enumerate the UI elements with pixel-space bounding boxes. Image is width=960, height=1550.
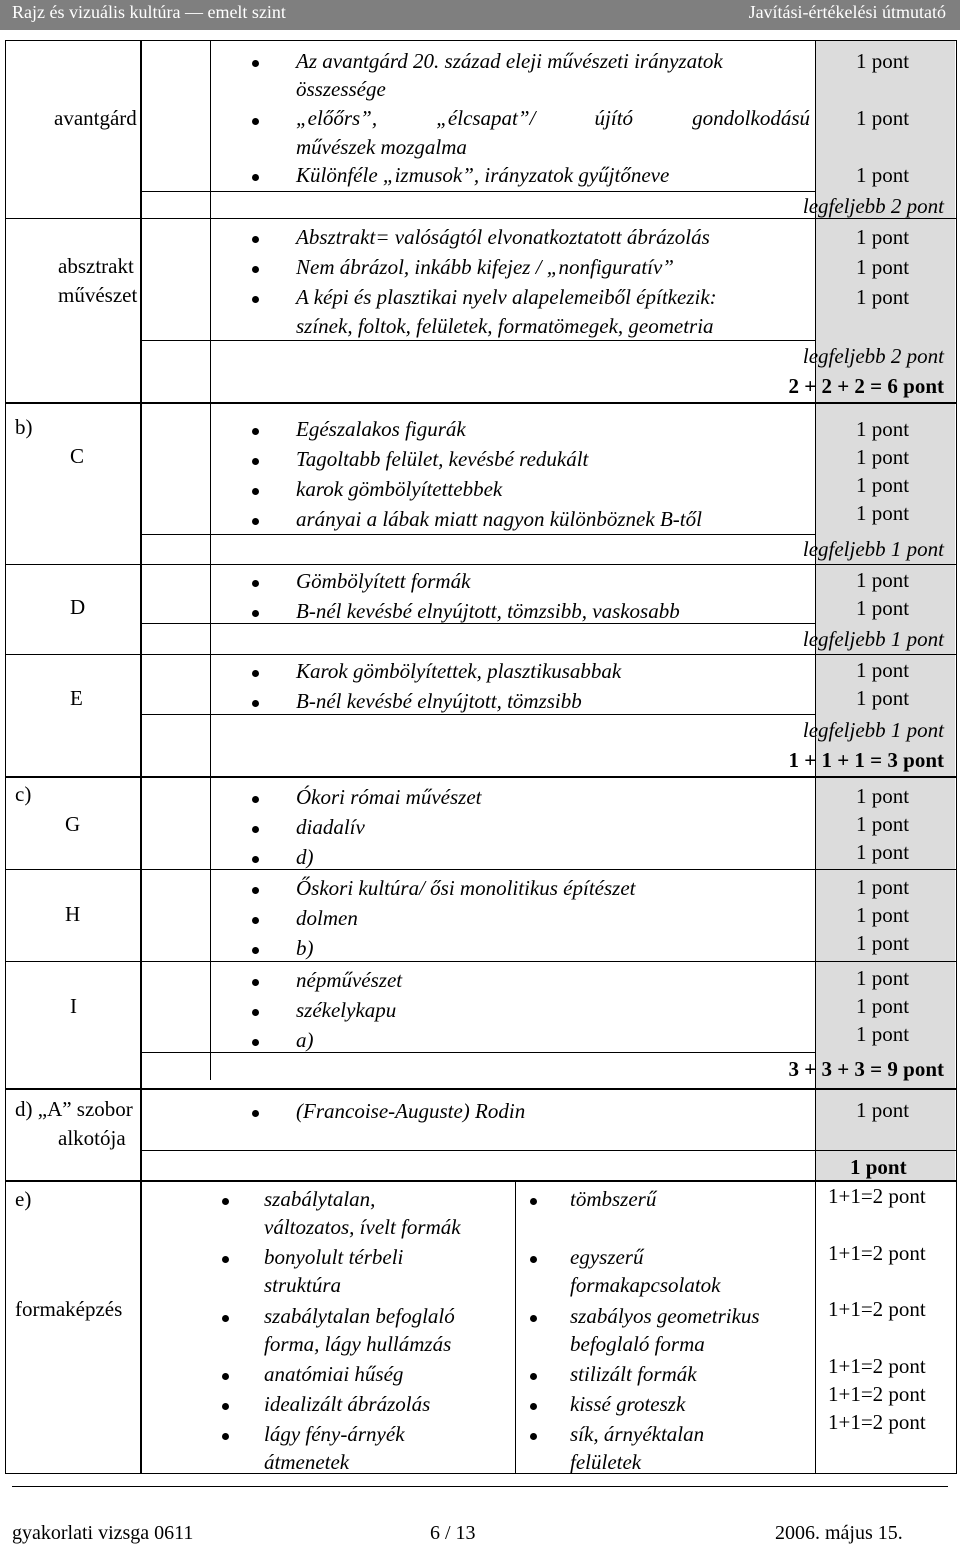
- item: idealizált ábrázolás: [264, 1392, 431, 1416]
- bullet: [252, 458, 259, 465]
- label-I: I: [70, 994, 77, 1018]
- bullet: [530, 1198, 537, 1205]
- item: változatos, ívelt formák: [264, 1215, 461, 1239]
- item: diadalív: [296, 815, 365, 839]
- bullet: [252, 979, 259, 986]
- points: 1 pont: [856, 875, 910, 899]
- item: átmenetek: [264, 1450, 350, 1474]
- divider: [5, 218, 141, 219]
- item: B-nél kevésbé elnyújtott, tömzsibb: [296, 689, 582, 713]
- divider: [140, 340, 815, 341]
- item: Az avantgárd 20. század eleji művészeti irányzatok: [296, 49, 723, 73]
- item: művészek mozgalma: [296, 135, 467, 159]
- bullet: [252, 296, 259, 303]
- item: Karok gömbölyítettek, plasztikusabbak: [296, 659, 622, 683]
- label-E: E: [70, 686, 83, 710]
- bullet: [252, 947, 259, 954]
- item: Ókori római művészet: [296, 785, 482, 809]
- item: szabálytalan befoglaló: [264, 1304, 455, 1328]
- divider: [5, 1180, 957, 1182]
- points: 1 pont: [856, 994, 910, 1018]
- item: Gömbölyített formák: [296, 569, 471, 593]
- label-H: H: [65, 902, 81, 926]
- bullet: [252, 917, 259, 924]
- bullet: [222, 1403, 229, 1410]
- divider: [140, 191, 815, 192]
- bullet: [252, 700, 259, 707]
- points: 1 pont: [856, 596, 910, 620]
- item: felületek: [570, 1450, 642, 1474]
- points: 1+1=2 pont: [828, 1382, 926, 1406]
- item: struktúra: [264, 1273, 342, 1297]
- item: bonyolult térbeli: [264, 1245, 404, 1269]
- bullet: [252, 174, 259, 181]
- item: népművészet: [296, 968, 403, 992]
- label-d: d) „A” szobor: [15, 1097, 133, 1121]
- bullet: [252, 518, 259, 525]
- bullet: [252, 887, 259, 894]
- bullet: [222, 1433, 229, 1440]
- points: 1 pont: [856, 225, 910, 249]
- points: 1 pont: [856, 1022, 910, 1046]
- points: 1 pont: [856, 903, 910, 927]
- bullet: [252, 1039, 259, 1046]
- divider: [140, 534, 815, 535]
- divider: [140, 1052, 815, 1053]
- item: szabályos geometrikus: [570, 1304, 760, 1328]
- bullet: [252, 236, 259, 243]
- points-sum: 2 + 2 + 2 = 6 pont: [788, 374, 944, 398]
- bullet: [252, 826, 259, 833]
- points-sum: 1 + 1 + 1 = 3 pont: [788, 748, 944, 772]
- points: 1 pont: [856, 255, 910, 279]
- footer-page: 6 / 13: [430, 1522, 476, 1544]
- item: anatómiai hűség: [264, 1362, 404, 1386]
- header-right: Javítási-értékelési útmutató: [748, 2, 946, 22]
- header-left: Rajz és vizuális kultúra — emelt szint: [12, 2, 286, 22]
- bullet: [222, 1315, 229, 1322]
- item: arányai a lábak miatt nagyon különböznek B-től: [296, 507, 702, 531]
- divider: [5, 402, 957, 404]
- bullet: [252, 1009, 259, 1016]
- points-max: legfeljebb 1 pont: [802, 627, 944, 651]
- item: székelykapu: [296, 998, 397, 1022]
- divider: [5, 654, 957, 655]
- item: tömbszerű: [570, 1187, 657, 1211]
- item: (Francoise-Auguste) Rodin: [296, 1099, 526, 1123]
- points: 1 pont: [856, 445, 910, 469]
- points: 1 pont: [856, 812, 910, 836]
- points-max: legfeljebb 1 pont: [802, 718, 944, 742]
- points-max: legfeljebb 2 pont: [802, 194, 944, 218]
- item: Nem ábrázol, inkább kifejez / „nonfiguratív”: [296, 255, 674, 279]
- points: 1 pont: [856, 966, 910, 990]
- bullet: [252, 610, 259, 617]
- bullet: [252, 670, 259, 677]
- item: kissé groteszk: [570, 1392, 686, 1416]
- divider: [140, 40, 142, 1474]
- points: 1 pont: [856, 784, 910, 808]
- divider: [5, 1088, 957, 1090]
- bullet: [530, 1373, 537, 1380]
- item: d): [296, 845, 314, 869]
- points-max: legfeljebb 2 pont: [802, 344, 944, 368]
- divider: [5, 564, 957, 565]
- item: Absztrakt= valóságtól elvonatkoztatott ábrázolás: [296, 225, 710, 249]
- bullet: [252, 1110, 259, 1117]
- bullet: [222, 1198, 229, 1205]
- item: b): [296, 936, 314, 960]
- footer-left: gyakorlati vizsga 0611: [12, 1522, 194, 1544]
- page-header: [0, 0, 960, 30]
- item: formakapcsolatok: [570, 1273, 721, 1297]
- points: 1 pont: [856, 658, 910, 682]
- item: színek, foltok, felületek, formatömegek, geometria: [296, 314, 714, 338]
- points: 1 pont: [856, 568, 910, 592]
- bullet: [252, 856, 259, 863]
- label-c: c): [15, 782, 32, 806]
- divider: [5, 961, 957, 962]
- points: 1+1=2 pont: [828, 1410, 926, 1434]
- item: a): [296, 1028, 314, 1052]
- label-C: C: [70, 444, 85, 468]
- points: 1 pont: [856, 417, 910, 441]
- points: 1 pont: [856, 501, 910, 525]
- bullet: [530, 1433, 537, 1440]
- points-sum: 3 + 3 + 3 = 9 pont: [788, 1057, 944, 1081]
- bullet: [530, 1256, 537, 1263]
- points: 1+1=2 pont: [828, 1354, 926, 1378]
- points: 1 pont: [856, 163, 910, 187]
- bullet: [252, 266, 259, 273]
- bullet: [252, 60, 259, 67]
- label-muveszet: művészet: [58, 283, 138, 307]
- label-absztrakt: absztrakt: [58, 254, 134, 278]
- item: stilizált formák: [570, 1362, 697, 1386]
- item: A képi és plasztikai nyelv alapelemeiből építkezik:: [296, 285, 717, 309]
- divider: [815, 1180, 816, 1474]
- label-alkotoja: alkotója: [58, 1126, 126, 1150]
- item: B-nél kevésbé elnyújtott, tömzsibb, vaskosabb: [296, 599, 680, 623]
- points: 1 pont: [856, 686, 910, 710]
- bullet: [222, 1373, 229, 1380]
- item: Tagoltabb felület, kevésbé redukált: [296, 447, 589, 471]
- bullet: [252, 488, 259, 495]
- item: karok gömbölyítettebbek: [296, 477, 503, 501]
- divider: [210, 40, 211, 1080]
- label-avantgard: avantgárd: [54, 106, 137, 130]
- item: összessége: [296, 77, 386, 101]
- points: 1 pont: [856, 1098, 910, 1122]
- label-e: e): [15, 1187, 32, 1211]
- bullet: [252, 118, 259, 125]
- bullet: [252, 796, 259, 803]
- points: 1+1=2 pont: [828, 1184, 926, 1208]
- item: sík, árnyéktalan: [570, 1422, 705, 1446]
- bullet: [222, 1256, 229, 1263]
- label-b: b): [15, 415, 33, 439]
- item: dolmen: [296, 906, 358, 930]
- points: 1+1=2 pont: [828, 1297, 926, 1321]
- item: „előőrs”, „élcsapat”/ újító gondolkodású: [296, 106, 810, 130]
- label-formakepzes: formaképzés: [15, 1297, 123, 1321]
- points: 1 pont: [856, 106, 910, 130]
- points-max: legfeljebb 1 pont: [802, 537, 944, 561]
- bullet: [252, 580, 259, 587]
- bullet: [530, 1403, 537, 1410]
- divider: [5, 776, 957, 778]
- points-total: 1 pont: [850, 1155, 907, 1179]
- points: 1 pont: [856, 931, 910, 955]
- divider: [515, 1180, 516, 1474]
- item: egyszerű: [570, 1245, 644, 1269]
- label-D: D: [70, 595, 86, 619]
- points: 1+1=2 pont: [828, 1241, 926, 1265]
- item: Különféle „izmusok”, irányzatok gyűjtőneve: [296, 163, 670, 187]
- label-G: G: [65, 812, 81, 836]
- points: 1 pont: [856, 473, 910, 497]
- item: lágy fény-árnyék: [264, 1422, 405, 1446]
- points: 1 pont: [856, 49, 910, 73]
- item: szabálytalan,: [264, 1187, 376, 1211]
- footer-date: 2006. május 15.: [775, 1522, 903, 1544]
- divider: [140, 1150, 957, 1151]
- item: Őskori kultúra/ ősi monolitikus építészet: [296, 876, 636, 900]
- bullet: [530, 1315, 537, 1322]
- footer-rule: [12, 1486, 948, 1487]
- divider: [5, 869, 957, 870]
- item: befoglaló forma: [570, 1332, 705, 1356]
- points: 1 pont: [856, 285, 910, 309]
- points: 1 pont: [856, 840, 910, 864]
- item: Egészalakos figurák: [296, 417, 466, 441]
- bullet: [252, 428, 259, 435]
- item: forma, lágy hullámzás: [264, 1332, 452, 1356]
